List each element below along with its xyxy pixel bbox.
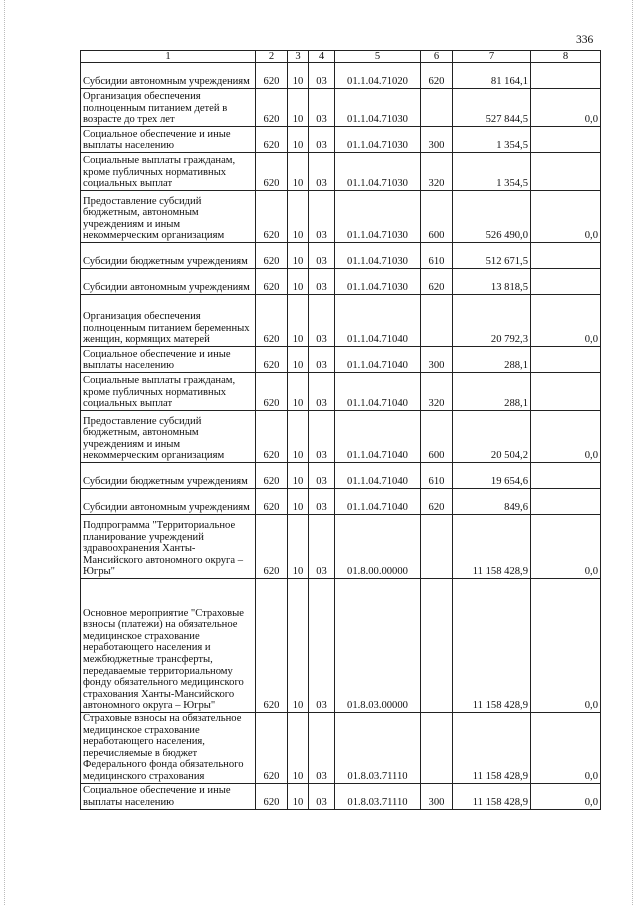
cell-name: Субсидии автономным учреждениям xyxy=(81,63,256,89)
cell-col-2: 620 xyxy=(256,579,288,713)
cell-col-4: 03 xyxy=(309,127,335,153)
cell-col-3: 10 xyxy=(288,153,309,191)
cell-col-2: 620 xyxy=(256,347,288,373)
cell-col-7: 11 158 428,9 xyxy=(453,783,531,809)
cell-col-8 xyxy=(531,153,601,191)
cell-col-2: 620 xyxy=(256,713,288,784)
cell-col-4: 03 xyxy=(309,191,335,243)
cell-col-6: 320 xyxy=(421,373,453,411)
cell-col-2: 620 xyxy=(256,489,288,515)
cell-col-6: 620 xyxy=(421,63,453,89)
cell-col-7: 20 792,3 xyxy=(453,295,531,347)
cell-col-3: 10 xyxy=(288,63,309,89)
cell-col-7: 13 818,5 xyxy=(453,269,531,295)
table-row xyxy=(81,463,601,489)
cell-col-6: 610 xyxy=(421,463,453,489)
cell-col-3: 10 xyxy=(288,489,309,515)
cell-name: Субсидии автономным учреждениям xyxy=(81,489,256,515)
cell-name: Субсидии бюджетным учреждениям xyxy=(81,463,256,489)
cell-name: Субсидии автономным учреждениям xyxy=(81,269,256,295)
cell-col-5: 01.1.04.71030 xyxy=(335,153,421,191)
cell-col-5: 01.8.03.00000 xyxy=(335,579,421,713)
cell-name: Предоставление субсидий бюджетным, автономным учреждениям и иным некоммерческим организациям xyxy=(81,191,256,243)
cell-col-8 xyxy=(531,373,601,411)
column-header: 6 xyxy=(421,51,453,63)
cell-col-8 xyxy=(531,347,601,373)
table-row xyxy=(81,783,601,809)
table-row xyxy=(81,373,601,411)
cell-col-8 xyxy=(531,489,601,515)
cell-name: Социальное обеспечение и иные выплаты населению xyxy=(81,127,256,153)
table-row xyxy=(81,489,601,515)
cell-col-3: 10 xyxy=(288,411,309,463)
cell-col-2: 620 xyxy=(256,153,288,191)
cell-col-8: 0,0 xyxy=(531,783,601,809)
cell-col-6: 300 xyxy=(421,347,453,373)
cell-col-8: 0,0 xyxy=(531,579,601,713)
page-number: 336 xyxy=(576,34,594,46)
cell-col-5: 01.8.00.00000 xyxy=(335,515,421,579)
cell-col-7: 288,1 xyxy=(453,373,531,411)
cell-col-4: 03 xyxy=(309,713,335,784)
cell-col-7: 11 158 428,9 xyxy=(453,579,531,713)
budget-table xyxy=(80,50,601,810)
cell-col-6: 600 xyxy=(421,191,453,243)
cell-col-5: 01.1.04.71030 xyxy=(335,243,421,269)
cell-col-5: 01.1.04.71040 xyxy=(335,373,421,411)
cell-col-5: 01.1.04.71030 xyxy=(335,89,421,127)
cell-col-8: 0,0 xyxy=(531,411,601,463)
cell-col-2: 620 xyxy=(256,89,288,127)
cell-col-5: 01.1.04.71020 xyxy=(335,63,421,89)
cell-col-6: 320 xyxy=(421,153,453,191)
cell-name: Предоставление субсидий бюджетным, автономным учреждениям и иным некоммерческим организациям xyxy=(81,411,256,463)
cell-col-2: 620 xyxy=(256,243,288,269)
cell-col-5: 01.1.04.71040 xyxy=(335,463,421,489)
scan-edge-left xyxy=(4,0,6,905)
cell-col-7: 11 158 428,9 xyxy=(453,515,531,579)
column-header: 7 xyxy=(453,51,531,63)
cell-col-8 xyxy=(531,269,601,295)
cell-col-3: 10 xyxy=(288,269,309,295)
cell-col-7: 1 354,5 xyxy=(453,153,531,191)
table-row xyxy=(81,579,601,713)
cell-col-4: 03 xyxy=(309,295,335,347)
cell-col-7: 512 671,5 xyxy=(453,243,531,269)
cell-col-5: 01.1.04.71040 xyxy=(335,489,421,515)
cell-col-4: 03 xyxy=(309,373,335,411)
cell-col-7: 527 844,5 xyxy=(453,89,531,127)
cell-col-5: 01.1.04.71040 xyxy=(335,347,421,373)
cell-col-8 xyxy=(531,243,601,269)
cell-col-5: 01.8.03.71110 xyxy=(335,713,421,784)
cell-col-4: 03 xyxy=(309,89,335,127)
cell-col-2: 620 xyxy=(256,63,288,89)
column-header: 5 xyxy=(335,51,421,63)
cell-col-3: 10 xyxy=(288,191,309,243)
column-header: 3 xyxy=(288,51,309,63)
table-row xyxy=(81,127,601,153)
cell-col-4: 03 xyxy=(309,243,335,269)
cell-col-2: 620 xyxy=(256,515,288,579)
table-row xyxy=(81,243,601,269)
cell-col-4: 03 xyxy=(309,783,335,809)
column-header: 4 xyxy=(309,51,335,63)
cell-col-8: 0,0 xyxy=(531,89,601,127)
cell-name: Субсидии бюджетным учреждениям xyxy=(81,243,256,269)
cell-col-7: 20 504,2 xyxy=(453,411,531,463)
cell-col-7: 849,6 xyxy=(453,489,531,515)
cell-name: Основное мероприятие "Страховые взносы (платежи) на обязательное медицинское страхование неработающего населения и межбюджетные трансферты, передаваемые территориальному фонду обязательного медицинского страхования Ханты-Мансийского автономного округа – Югры" xyxy=(81,579,256,713)
cell-col-4: 03 xyxy=(309,579,335,713)
cell-col-6: 300 xyxy=(421,127,453,153)
cell-col-6 xyxy=(421,89,453,127)
cell-name: Социальное обеспечение и иные выплаты населению xyxy=(81,347,256,373)
cell-col-8: 0,0 xyxy=(531,295,601,347)
cell-col-3: 10 xyxy=(288,515,309,579)
cell-col-5: 01.8.03.71110 xyxy=(335,783,421,809)
cell-col-3: 10 xyxy=(288,373,309,411)
cell-col-4: 03 xyxy=(309,269,335,295)
table-row xyxy=(81,191,601,243)
cell-col-2: 620 xyxy=(256,783,288,809)
cell-col-6 xyxy=(421,579,453,713)
cell-col-6 xyxy=(421,713,453,784)
cell-col-6: 620 xyxy=(421,489,453,515)
table-row xyxy=(81,89,601,127)
cell-col-8 xyxy=(531,63,601,89)
cell-name: Организация обеспечения полноценным питанием детей в возрасте до трех лет xyxy=(81,89,256,127)
cell-col-5: 01.1.04.71030 xyxy=(335,191,421,243)
table-row xyxy=(81,515,601,579)
cell-col-6: 610 xyxy=(421,243,453,269)
column-header: 8 xyxy=(531,51,601,63)
cell-col-8: 0,0 xyxy=(531,191,601,243)
cell-name: Социальное обеспечение и иные выплаты населению xyxy=(81,783,256,809)
cell-col-3: 10 xyxy=(288,713,309,784)
cell-col-5: 01.1.04.71040 xyxy=(335,411,421,463)
cell-col-4: 03 xyxy=(309,489,335,515)
cell-col-4: 03 xyxy=(309,347,335,373)
cell-col-7: 11 158 428,9 xyxy=(453,713,531,784)
cell-col-2: 620 xyxy=(256,463,288,489)
table-row xyxy=(81,269,601,295)
cell-col-2: 620 xyxy=(256,295,288,347)
cell-col-4: 03 xyxy=(309,463,335,489)
cell-col-3: 10 xyxy=(288,243,309,269)
cell-col-7: 1 354,5 xyxy=(453,127,531,153)
table-header-row xyxy=(81,51,601,63)
cell-col-7: 19 654,6 xyxy=(453,463,531,489)
table-body xyxy=(81,63,601,810)
cell-col-8 xyxy=(531,463,601,489)
cell-col-8 xyxy=(531,127,601,153)
table-row xyxy=(81,153,601,191)
cell-col-3: 10 xyxy=(288,89,309,127)
cell-col-4: 03 xyxy=(309,515,335,579)
cell-name: Страховые взносы на обязательное медицинское страхование неработающего населения, перечисляемые в бюджет Федерального фонда обязательного медицинского страхования xyxy=(81,713,256,784)
table-row xyxy=(81,347,601,373)
cell-name: Социальные выплаты гражданам, кроме публичных нормативных социальных выплат xyxy=(81,153,256,191)
cell-col-6: 600 xyxy=(421,411,453,463)
cell-col-2: 620 xyxy=(256,127,288,153)
table-row xyxy=(81,295,601,347)
cell-name: Подпрограмма "Территориальное планирование учреждений здравоохранения Ханты-Мансийского автономного округа – Югры" xyxy=(81,515,256,579)
cell-col-2: 620 xyxy=(256,411,288,463)
cell-col-4: 03 xyxy=(309,153,335,191)
table-row xyxy=(81,411,601,463)
cell-col-6 xyxy=(421,515,453,579)
cell-col-5: 01.1.04.71040 xyxy=(335,295,421,347)
cell-name: Социальные выплаты гражданам, кроме публичных нормативных социальных выплат xyxy=(81,373,256,411)
table-row xyxy=(81,63,601,89)
cell-col-7: 288,1 xyxy=(453,347,531,373)
cell-col-7: 526 490,0 xyxy=(453,191,531,243)
cell-col-2: 620 xyxy=(256,269,288,295)
cell-col-3: 10 xyxy=(288,579,309,713)
cell-col-8: 0,0 xyxy=(531,713,601,784)
column-header: 2 xyxy=(256,51,288,63)
cell-col-5: 01.1.04.71030 xyxy=(335,127,421,153)
cell-col-2: 620 xyxy=(256,373,288,411)
cell-col-6 xyxy=(421,295,453,347)
cell-col-6: 620 xyxy=(421,269,453,295)
cell-col-4: 03 xyxy=(309,411,335,463)
cell-col-4: 03 xyxy=(309,63,335,89)
cell-name: Организация обеспечения полноценным питанием беременных женщин, кормящих матерей xyxy=(81,295,256,347)
cell-col-7: 81 164,1 xyxy=(453,63,531,89)
cell-col-2: 620 xyxy=(256,191,288,243)
cell-col-3: 10 xyxy=(288,463,309,489)
cell-col-3: 10 xyxy=(288,127,309,153)
cell-col-6: 300 xyxy=(421,783,453,809)
table-row xyxy=(81,713,601,784)
cell-col-3: 10 xyxy=(288,295,309,347)
column-header: 1 xyxy=(81,51,256,63)
cell-col-3: 10 xyxy=(288,783,309,809)
scan-edge-right xyxy=(632,0,634,905)
cell-col-3: 10 xyxy=(288,347,309,373)
cell-col-5: 01.1.04.71030 xyxy=(335,269,421,295)
cell-col-8: 0,0 xyxy=(531,515,601,579)
